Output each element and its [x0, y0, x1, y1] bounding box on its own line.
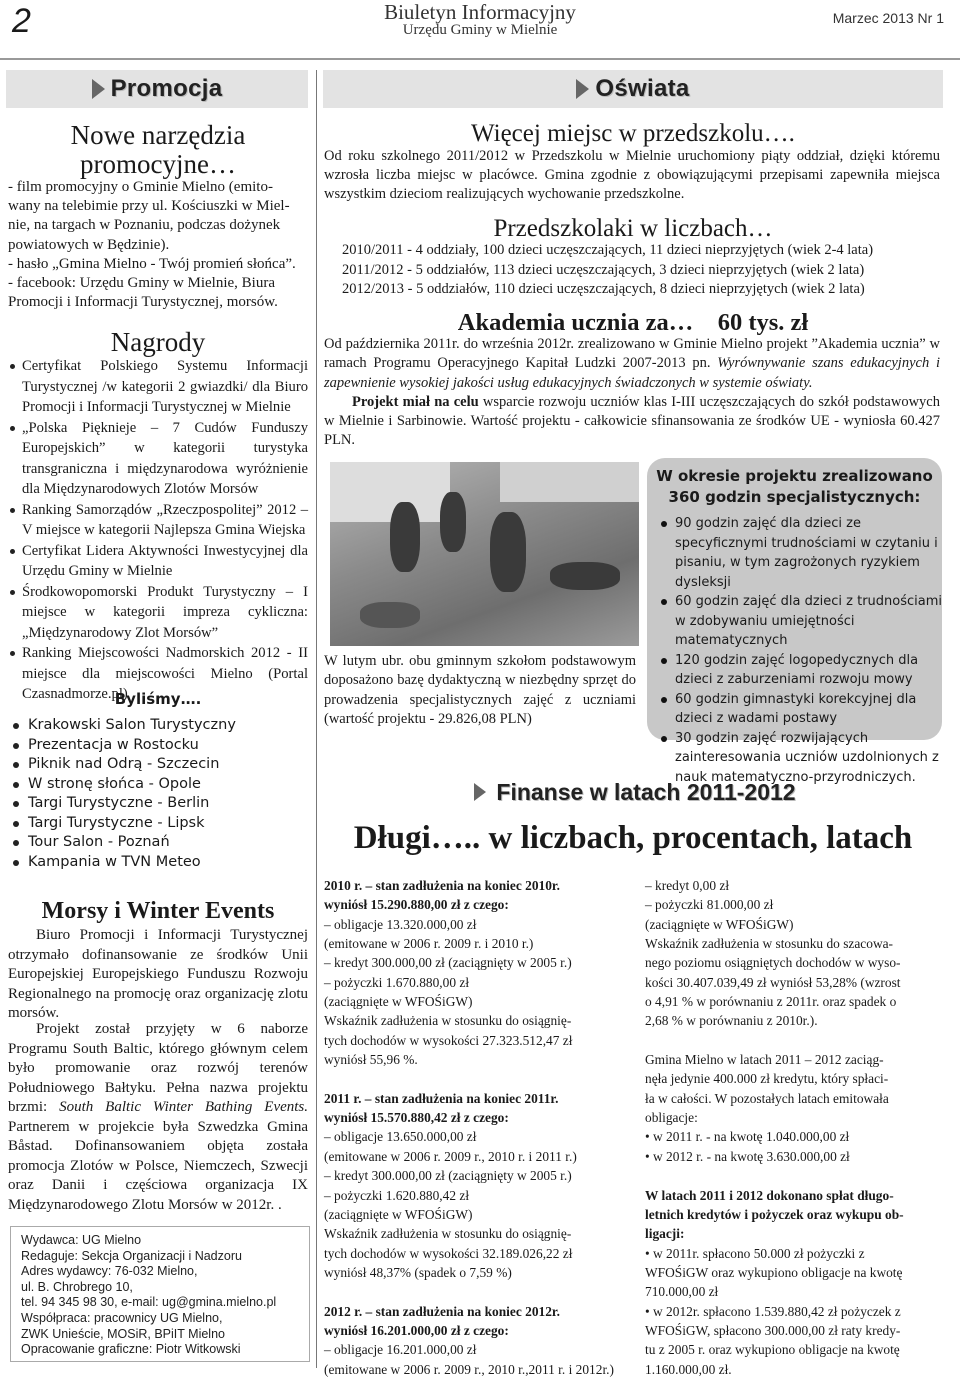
tools-text [8, 178, 310, 312]
triangle-icon [92, 79, 105, 99]
tools-line: - facebook: Urzędu Gminy w Mielnie, Biura [8, 275, 276, 292]
box-item: 60 godzin gimnastyki korekcyjnej dla dzieci z wadami postawy [661, 690, 942, 729]
academy-program-name: Wyrównywanie szans edukacyjnych i zapewnienie wysokiej jakości usług edukacyjnych świadczonych w systemie oświaty. [324, 355, 940, 391]
banner-label: Promocja [110, 75, 223, 102]
finance-line: wyniósł 15.570.880,42 zł z czego: [324, 1110, 509, 1126]
finance-line: • w 2012r. spłacono 1.539.880,42 zł pożyczek z [645, 1303, 901, 1319]
box-item: 120 godzin zajęć logopedycznych dla dzieci z zaburzeniami rozwoju mowy [661, 651, 942, 690]
finance-line: (zaciągnięte w WFOŚiGW) [645, 916, 794, 932]
bulletin-subtitle: Urzędu Gminy w Mielnie [402, 22, 558, 38]
finance-line: W latach 2011 i 2012 dokonano spłat długo- [645, 1187, 894, 1203]
visited-item: W stronę słońca - Opole [10, 775, 310, 795]
finance-line [324, 1282, 634, 1301]
finance-line: tu z 2005 r. oraz wykupiono obligacje na kwotę [645, 1342, 900, 1358]
tools-line: powiatowych w Będzinie). [8, 236, 170, 253]
finance-heading: Długi….. w liczbach, procentach, latach [353, 820, 913, 856]
finance-line [324, 1069, 634, 1088]
imprint-line: Opracowanie graficzne: Piotr Witkowski [21, 1342, 241, 1357]
academy-goal-text: wsparcie rozwoju uczniów klas I-III uczęszczających do szkół podstawowych w Mielnie i Sarbinowie. Wartość projektu - całkowicie sfinansowania ze środków UE - wyniosła 60.427 PLN. [324, 393, 940, 449]
finance-line: obligacje: [645, 1110, 698, 1126]
box-heading-line1: W okresie projektu zrealizowano [656, 467, 933, 485]
banner-label: Oświata [595, 75, 690, 102]
triangle-icon [474, 783, 486, 801]
finance-line [645, 1031, 945, 1050]
award-item: Środkowopomorski Produkt Turystyczny – I miejsce w kategorii impreza cykliczna: „Międzynarodowy Zlot Morsów” [8, 582, 308, 644]
tools-line: nie, na targach w Poznaniu, podczas dożynek [8, 217, 281, 234]
awards-heading: Nagrody [110, 327, 206, 357]
visited-item: Tour Salon - Poznań [10, 833, 310, 853]
finance-line: 2,68 % w porównaniu z 2010r.). [645, 1013, 818, 1029]
preschool-heading: Więcej miejsc w przedszkolu…. [471, 120, 795, 147]
tools-heading-line1: Nowe narzędzia [70, 120, 246, 150]
finance-line: letnich kredytów i pożyczek oraz wykupu ob- [645, 1206, 904, 1222]
imprint-line: Wydawca: UG Mielno [21, 1233, 142, 1247]
award-item: Ranking Samorządów „Rzeczpospolitej” 2012 – V miejsce w kategorii Najlepsza Gmina Wiejska [8, 500, 308, 541]
finance-line: – pożyczki 81.000,00 zł [645, 897, 774, 913]
imprint-line: ZWK Unieście, MOSiR, BPiIT Mielno [21, 1326, 225, 1341]
finance-line: – pożyczki 1.670.880,00 zł [324, 974, 470, 990]
morsy-paragraph-2: Projekt został przyjęty w 6 naborze Programu South Baltic, którego głównym celem było promowanie oraz rozwój terenów Południowego Bałtyku. Pełna nazwa projektu brzmi: South Baltic Winter Bathing Events. Partnerem w projekcie była Szwedzka Gmina Båstad. Dofinansowaniem objęta została promocja Zlotów w Polsce, Niemczech, Szwecji oraz Danii i częściowa organizacja IX Międzynarodowego Zlotu Morsów w 2012r. . [8, 1021, 309, 1213]
page-number: 2 [12, 2, 31, 40]
finance-line: Gmina Mielno w latach 2011 – 2012 zaciąg- [645, 1052, 884, 1068]
finance-line: wyniósł 15.290.880,00 zł z czego: [324, 897, 509, 913]
imprint-line: Adres wydawcy: 76-032 Mielno, [21, 1264, 198, 1279]
bulletin-title: Biuletyn Informacyjny [384, 0, 576, 24]
tools-heading-line2: promocyjne… [80, 149, 236, 179]
finance-line: 2010 r. – stan zadłużenia na koniec 2010r. [324, 878, 560, 893]
morsy-heading: Morsy i Winter Events [41, 898, 275, 924]
finance-line: 2012 r. – stan zadłużenia na koniec 2012r. [324, 1303, 560, 1319]
section-banner-oswiata [323, 70, 943, 108]
finance-line: ligacji: [645, 1226, 685, 1242]
triangle-icon [576, 79, 589, 99]
finance-line: – kredyt 300.000,00 zł (zaciągnięty w 2005 r.) [324, 955, 572, 971]
imprint-box [10, 1226, 310, 1362]
box-heading-line2: 360 godzin specjalistycznych: [668, 488, 921, 506]
imprint-line: tel. 94 345 98 30, e-mail: ug@gmina.mielno.pl [21, 1295, 277, 1310]
stats-line: 2012/2013 - 5 oddziałów, 110 dzieci uczęszczających, 8 dzieci nieprzyjętych (wiek 2 lata) [342, 281, 865, 297]
visited-list [10, 716, 310, 872]
finance-line: – kredyt 300.000,00 zł (zaciągnięty w 2005 r.) [324, 1168, 572, 1184]
finance-line: (zaciągnięte w WFOŚiGW) [324, 994, 473, 1010]
finance-line: • w 2011r. spłacono 50.000 zł pożyczki z [645, 1245, 865, 1261]
finance-line: • w 2012 r. - na kwotę 3.630.000,00 zł [645, 1148, 850, 1164]
visited-item: Krakowski Salon Turystyczny [10, 716, 310, 736]
project-name: South Baltic Winter Bathing Events. [59, 1099, 309, 1115]
tools-line: wany na telebimie przy ul. Kościuszki w Miel- [8, 198, 290, 215]
visited-item: Targi Turystyczne - Lipsk [10, 814, 310, 834]
academy-goal-label: Projekt miał na celu [352, 393, 483, 410]
academy-heading: Akademia ucznia za… 60 tys. zł [457, 309, 809, 336]
finance-line: (zaciągnięte w WFOŚiGW) [324, 1206, 473, 1222]
project-hours-box [647, 458, 943, 785]
award-item: Certyfikat Lidera Aktywności Inwestycyjnej dla Urzędu Gminy w Mielnie [8, 541, 308, 582]
finance-line: • w 2011 r. - na kwotę 1.040.000,00 zł [645, 1129, 850, 1145]
academy-intro: Od października 2011r. do września 2012r. zrealizowano w Gminie Mielno projekt ”Akademia ucznia” w ramach Programu Operacyjnego Kapitał Ludzki 2007-2013 pn. [324, 336, 940, 372]
classroom-photo [330, 462, 639, 646]
finance-line: Wskaźnik zadłużenia w stosunku do osiągnię- [324, 1226, 572, 1242]
finance-line: wyniósł 48,37% (spadek o 7,59 %) [324, 1264, 512, 1280]
section-banner-promocja [6, 70, 308, 108]
visited-item: Piknik nad Odrą - Szczecin [10, 755, 310, 775]
finance-line: – kredyt 0,00 zł [645, 878, 730, 893]
stats-line: 2011/2012 - 5 oddziałów, 113 dzieci uczęszczających, 3 dzieci nieprzyjętych (wiek 2 lata) [342, 261, 865, 278]
tools-line: Promocji i Informacji Turystycznej, morsów. [8, 294, 278, 311]
finance-line: (emitowane w 2006 r. 2009 r. i 2010 r.) [324, 936, 534, 952]
finance-line: wyniósł 55,96 %. [324, 1052, 418, 1068]
stats-line: 2010/2011 - 4 oddziały, 100 dzieci uczęszczających, 11 dzieci nieprzyjętych (wiek 2-4 lata) [342, 242, 874, 258]
finance-line: – pożyczki 1.620.880,42 zł [324, 1187, 470, 1203]
box-item: 60 godzin zajęć dla dzieci z trudnościami w zdobywaniu umiejętności matematycznych [661, 592, 942, 651]
finance-line: WFOŚiGW, spłacono 300.000,00 zł raty kredy- [645, 1322, 901, 1338]
preschool-text: Od roku szkolnego 2011/2012 w Przedszkolu w Mielnie uruchomiony piąty oddział, dzięki któremu wzrosła liczba miejsc w placówce. Gmina zgodnie z obowiązującymi przepisami zapewniła miejsca wszystkim dzieciom realizujących wychowanie przedszkolne. [324, 148, 940, 202]
finance-line: – obligacje 13.650.000,00 zł [324, 1129, 477, 1145]
morsy-paragraph-1: Biuro Promocji i Informacji Turystycznej otrzymało dofinansowanie ze środków Unii Europejskiej Europejskiego Funduszu Rozwoju Regionalnego na promocję oraz organizację zlotu morsów. [8, 927, 308, 1021]
preschool-stats [342, 241, 942, 300]
finance-line: tych dochodów w wysokości 27.323.512,47 zł [324, 1032, 573, 1048]
box-item: 30 godzin zajęć rozwijających zainteresowania uczniów uzdolnionych z nauk matematyczno-przyrodniczych. [661, 729, 942, 788]
visited-heading: Byliśmy…. [114, 690, 202, 708]
header-divider [0, 58, 960, 60]
finance-line: 2011 r. – stan zadłużenia na koniec 2011r. [324, 1090, 559, 1106]
finance-line: 710.000,00 zł [645, 1284, 719, 1300]
issue-date: Marzec 2013 Nr 1 [832, 10, 944, 26]
finance-line: – obligacje 16.201.000,00 zł [324, 1342, 477, 1358]
academy-text [324, 335, 940, 451]
banner-label: Finanse w latach 2011-2012 [496, 778, 796, 805]
imprint-line: ul. B. Chrobrego 10, [21, 1279, 133, 1294]
imprint-line: Współpraca: pracownicy UG Mielno, [21, 1310, 223, 1325]
finance-line: Wskaźnik zadłużenia w stosunku do osiągnię- [324, 1013, 572, 1029]
finance-column-1 [324, 876, 634, 1379]
tools-line: - hasło „Gmina Mielno - Twój promień słońca”. [8, 255, 296, 272]
finance-line: 1.160.000,00 zł. [645, 1361, 732, 1377]
award-item: Certyfikat Polskiego Systemu Informacji Turystycznej /w kategorii 2 gwiazdki/ dla Biuro Promocji i Informacji Turystycznej w Mielnie [8, 356, 308, 418]
visited-item: Kampania w TVN Meteo [10, 853, 310, 873]
photo-caption: W lutym ubr. obu gminnym szkołom podstawowym doposażono bazę dydaktyczną w niezbędny sprzęt do prowadzenia specjalistycznych zajęć z uczniami (wartość projektu - 29.826,08 PLN) [324, 653, 636, 727]
finance-line: – obligacje 13.320.000,00 zł [324, 916, 477, 932]
finance-line [645, 1166, 945, 1185]
imprint-line: Redaguje: Sekcja Organizacji i Nadzoru [21, 1248, 242, 1263]
preschool-stats-heading: Przedszkolaki w liczbach… [493, 215, 773, 242]
visited-item: Targi Turystyczne - Berlin [10, 794, 310, 814]
box-list [661, 514, 942, 787]
finance-line: ła w całości. W pozostałych latach emitowała [645, 1090, 889, 1106]
finance-line: wyniósł 16.201.000,00 zł z czego: [324, 1322, 509, 1338]
finance-line: (emitowane w 2006 r. 2009 r., 2010 r.,2011 r. i 2012r.) [324, 1361, 614, 1377]
awards-list [8, 356, 308, 705]
visited-item: Prezentacja w Rostocku [10, 736, 310, 756]
finance-line: WFOŚiGW oraz wykupiono obligacje na kwotę [645, 1264, 903, 1280]
finance-column-2 [645, 876, 945, 1379]
award-item: „Polska Piękniejе – 7 Cudów Funduszy Europejskich” w kategorii turystyka transgraniczna i międzynarodowa wyróżnienie dla Międzynarodowych Zlotów Morsów [8, 418, 308, 500]
finance-line: o 4,91 % w porównaniu z 2011r. oraz spadek o [645, 994, 897, 1010]
finance-line: tych dochodów w wysokości 32.189.026,22 zł [324, 1245, 573, 1261]
box-item: 90 godzin zajęć dla dzieci ze specyficznymi trudnościami w czytaniu i pisaniu, w tym zagrożonych ryzykiem dysleksji [661, 514, 942, 592]
column-divider [316, 70, 317, 1368]
award-item: Ranking Miejscowości Nadmorskich 2012 - II miejsce dla miejscowości Mielno (Portal Czasnadmorze.pl) [8, 643, 308, 705]
finance-line: nęła jedynie 400.000 zł kredytu, który spłaci- [645, 1071, 889, 1087]
section-banner-finanse [455, 774, 815, 810]
finance-line: Wskaźnik zadłużenia w stosunku do szacowa- [645, 936, 894, 952]
finance-line: (emitowane w 2006 r. 2009 r., 2010 r. i 2011 r.) [324, 1148, 577, 1164]
finance-line: kości 30.407.039,49 zł wyniósł 53,28% (wzrost [645, 974, 901, 990]
finance-line: nego poziomu osiągniętych dochodów w wyso- [645, 955, 901, 971]
tools-line: - film promocyjny o Gminie Mielno (emito- [8, 179, 273, 195]
